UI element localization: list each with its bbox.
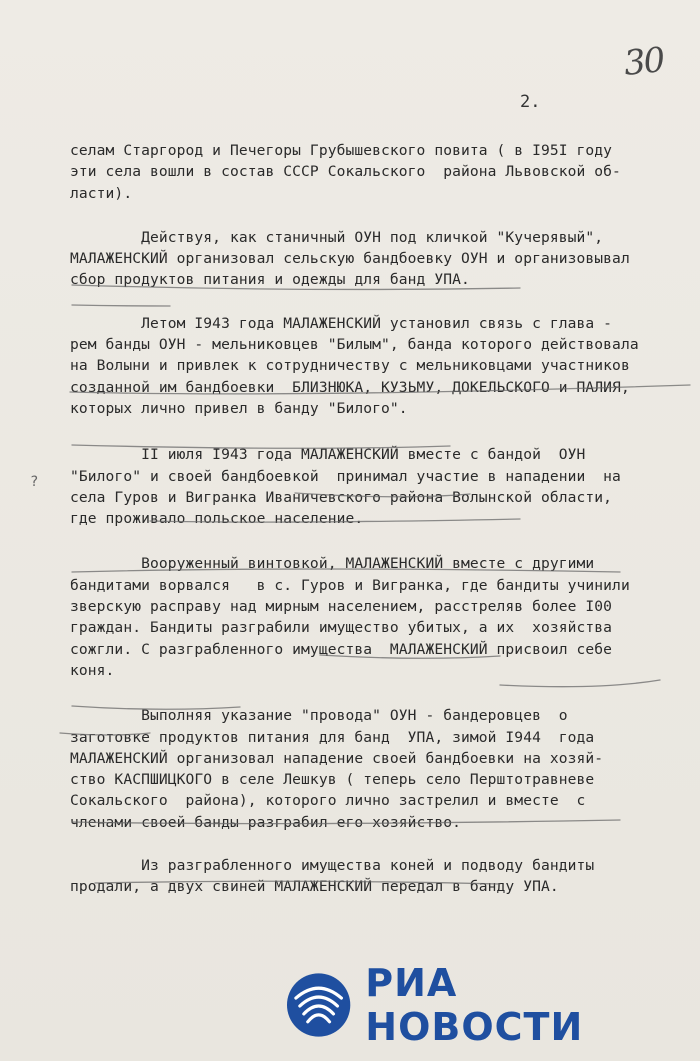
watermark-text: РИА НОВОСТИ xyxy=(365,961,584,1049)
text-line: МАЛАЖЕНСКИЙ организовал сельскую бандбоевку ОУН и организовывал xyxy=(70,250,630,268)
paragraph-5 xyxy=(70,553,680,681)
text-line: Вооруженный винтовкой, МАЛАЖЕНСКИЙ вместе с другими xyxy=(70,555,595,573)
ria-novosti-logo-icon xyxy=(286,972,351,1038)
paragraph-4 xyxy=(70,444,680,529)
text-line: села Гуров и Вигранка Иваничевского района Волынской области, xyxy=(70,488,613,506)
text-line: МАЛАЖЕНСКИЙ организовал нападение своей бандбоевки на хозяй- xyxy=(70,749,604,767)
paragraph-3 xyxy=(70,313,680,419)
text-line: Летом I943 года МАЛАЖЕНСКИЙ установил связь с глава - xyxy=(70,314,613,332)
text-line: созданной им бандбоевки БЛИЗНЮКА, КУЗЬМУ, ДОКЕЛЬСКОГО и ПАЛИЯ, xyxy=(70,378,630,396)
handwritten-archive-number: 30 xyxy=(622,40,666,84)
text-line: граждан. Бандиты разграбили имущество убитых, а их хозяйства xyxy=(70,619,613,637)
text-line: II июля I943 года МАЛАЖЕНСКИЙ вместе с бандой ОУН xyxy=(70,446,586,464)
text-line: заготовке продуктов питания для банд УПА, зимой I944 года xyxy=(70,728,595,746)
text-line: сбор продуктов питания и одежды для банд УПА. xyxy=(70,271,470,289)
text-line: на Волыни и привлек к сотрудничеству с мельниковцами участников xyxy=(70,357,630,375)
page-number: 2. xyxy=(520,92,541,112)
text-line: "Билого" и своей бандбоевкой принимал участие в нападении на xyxy=(70,467,621,485)
text-line: эти села вошли в состав СССР Сокальского района Львовской об- xyxy=(70,163,621,181)
text-line: Выполняя указание "провода" ОУН - бандеровцев о xyxy=(70,707,568,725)
margin-question-mark: ? xyxy=(30,474,39,490)
text-line: рем банды ОУН - мельниковцев "Билым", банда которого действовала xyxy=(70,336,639,354)
text-line: которых лично привел в банду "Билого". xyxy=(70,399,408,417)
text-line: коня. xyxy=(70,661,115,679)
text-line: ласти). xyxy=(70,184,133,202)
text-line: зверскую расправу над мирным населением, расстреляв более I00 xyxy=(70,598,613,616)
text-line: ство КАСПШИЦКОГО в селе Лешкув ( теперь село Перштотравневе xyxy=(70,771,595,789)
text-line: продали, а двух свиней МАЛАЖЕНСКИЙ передал в банду УПА. xyxy=(70,878,559,896)
paragraph-7 xyxy=(70,855,680,898)
body-text xyxy=(70,140,680,922)
text-line: бандитами ворвался в с. Гуров и Вигранка, где бандиты учинили xyxy=(70,576,630,594)
text-line: где проживало польское население. xyxy=(70,510,364,528)
text-line: Из разграбленного имущества коней и подводу бандиты xyxy=(70,857,595,875)
text-line: селам Старгород и Печегоры Грубышевского повита ( в I95I году xyxy=(70,142,613,159)
paragraph-6 xyxy=(70,705,680,833)
text-line: членами своей банды разграбил его хозяйство. xyxy=(70,813,461,831)
text-line: Действуя, как станичный ОУН под кличкой "Кучерявый", xyxy=(70,228,604,246)
paragraph-1 xyxy=(70,140,680,204)
text-line: Сокальского района), которого лично застрелил и вместе с xyxy=(70,792,586,810)
paragraph-2 xyxy=(70,227,680,291)
ria-novosti-watermark xyxy=(286,961,686,1049)
text-line: сожгли. С разграбленного имущества МАЛАЖЕНСКИЙ присвоил себе xyxy=(70,640,613,658)
